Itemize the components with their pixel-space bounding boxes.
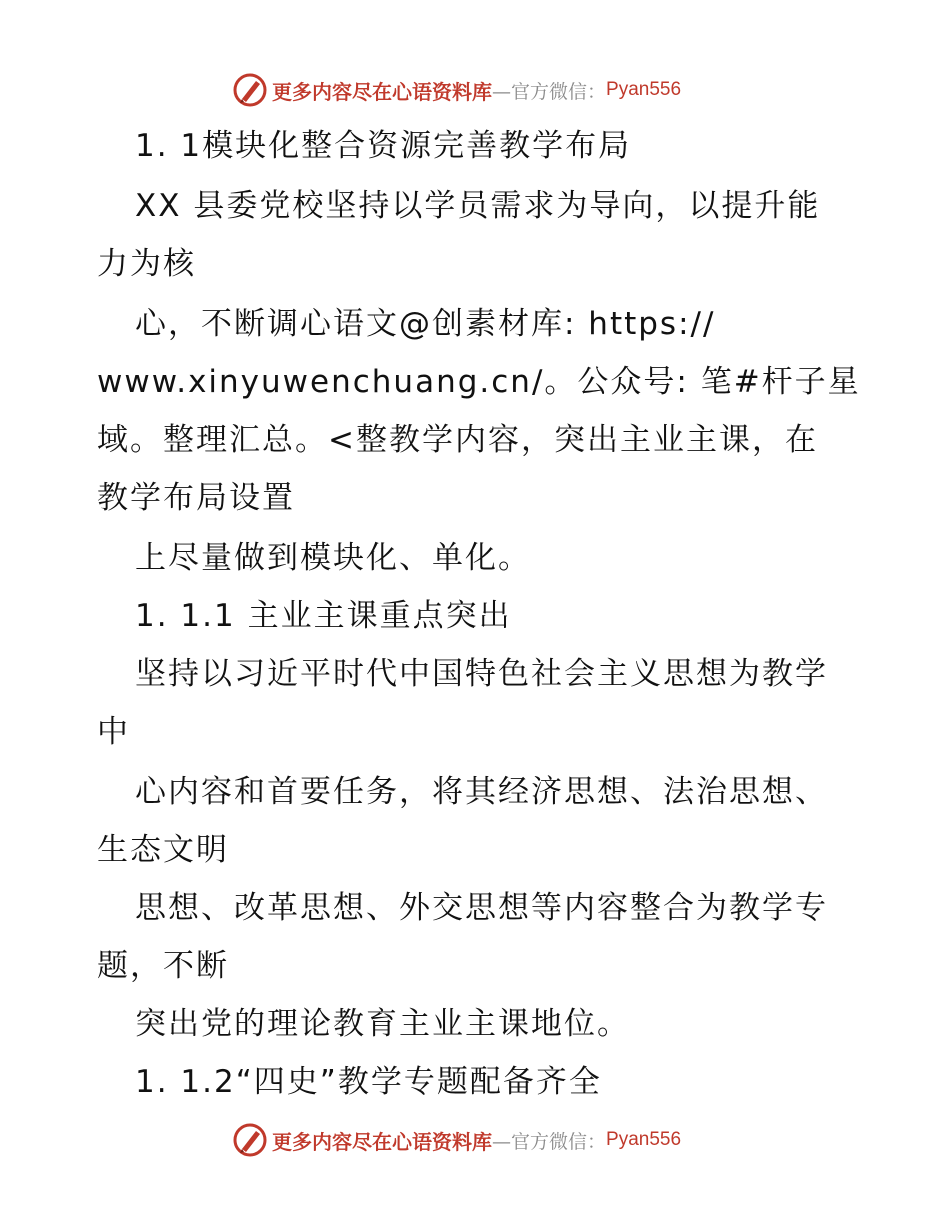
watermark-separator: —官方微信：	[492, 80, 607, 103]
paragraph-line: 心内容和首要任务，将其经济思想、法治思想、	[135, 774, 828, 810]
paragraph-line: 生态文明	[97, 832, 229, 868]
subsection-heading: 1. 1.1 主业主课重点突出	[135, 598, 512, 634]
paragraph-line: 中	[97, 714, 130, 750]
paragraph-line: 题，不断	[97, 948, 229, 984]
subsection-heading: 1. 1.2“四史”教学专题配备齐全	[135, 1064, 602, 1100]
paragraph-line: 思想、改革思想、外交思想等内容整合为教学专	[135, 890, 828, 926]
paragraph-line: 坚持以习近平时代中国特色社会主义思想为教学	[135, 656, 828, 692]
pen-logo-icon	[232, 72, 268, 108]
paragraph-line: 教学布局设置	[97, 480, 295, 516]
watermark-text: 更多内容尽在心语资料库	[272, 79, 492, 104]
header-watermark	[232, 70, 681, 110]
paragraph-line: 域。整理汇总。<整教学内容，突出主业主课，在	[97, 422, 818, 458]
watermark-account: Pyan556	[606, 1129, 682, 1150]
watermark-account: Pyan556	[606, 79, 682, 100]
paragraph-line: 上尽量做到模块化、单化。	[135, 540, 531, 576]
footer-watermark	[232, 1120, 681, 1160]
watermark-separator: —官方微信：	[492, 1130, 607, 1153]
paragraph-line: 心，不断调心语文@创素材库: https://	[135, 306, 716, 342]
paragraph-line: XX 县委党校坚持以学员需求为导向，以提升能	[135, 188, 821, 224]
watermark-text: 更多内容尽在心语资料库	[272, 1129, 492, 1154]
section-heading: 1. 1模块化整合资源完善教学布局	[135, 128, 632, 164]
paragraph-line: 力为核	[97, 246, 196, 282]
paragraph-line: www.xinyuwenchuang.cn/。公众号: 笔#杆子星	[97, 364, 861, 400]
pen-logo-icon	[232, 1122, 268, 1158]
paragraph-line: 突出党的理论教育主业主课地位。	[135, 1006, 630, 1042]
